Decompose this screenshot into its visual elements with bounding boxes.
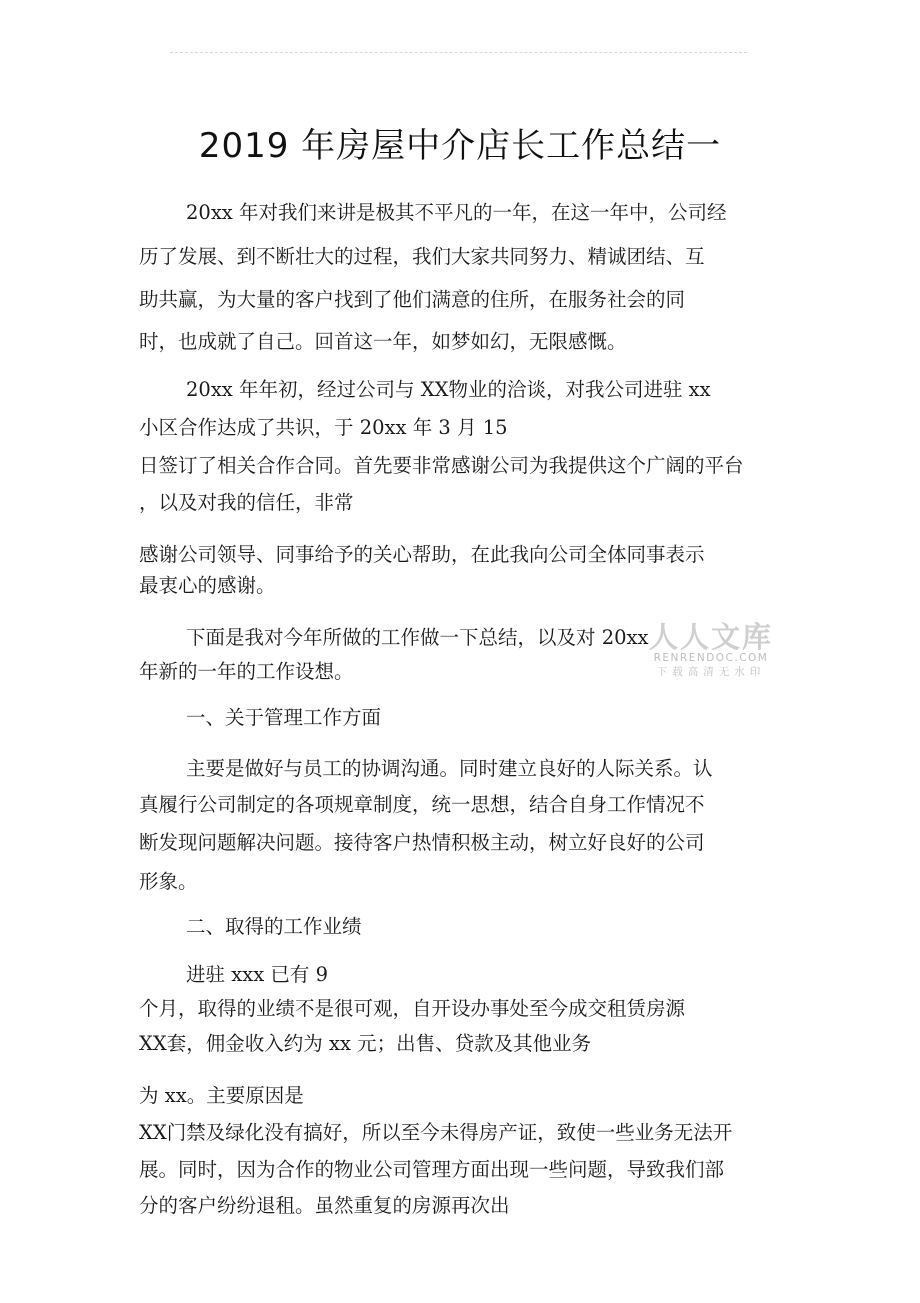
text-line: 分的客户纷纷退租。虽然重复的房源再次出 — [139, 1194, 510, 1217]
text-line: 真履行公司制定的各项规章制度，统一思想，结合自身工作情况不 — [139, 793, 705, 816]
text-line: 主要是做好与员工的协调沟通。同时建立良好的人际关系。认 — [186, 757, 713, 780]
document-title: 2019 年房屋中介店长工作总结一 — [198, 126, 722, 166]
text-line: XX门禁及绿化没有搞好，所以至今未得房产证，致使一些业务无法开 — [139, 1121, 733, 1144]
text-line: 助共赢，为大量的客户找到了他们满意的住所，在服务社会的同 — [139, 288, 686, 311]
text-line: 进驻 xxx 已有 9 — [186, 963, 328, 986]
text-line: 展。同时，因为合作的物业公司管理方面出现一些问题，导致我们部 — [139, 1158, 725, 1181]
section-heading: 一、关于管理工作方面 — [186, 706, 382, 729]
text-line: 历了发展、到不断壮大的过程，我们大家共同努力、精诚团结、互 — [139, 245, 705, 268]
text-line: 年新的一年的工作设想。 — [139, 660, 354, 683]
text-line: 时，也成就了自己。回首这一年，如梦如幻，无限感慨。 — [139, 330, 627, 353]
text-line: 感谢公司领导、同事给予的关心帮助，在此我向公司全体同事表示 — [139, 543, 705, 566]
watermark-url: RENRENDOC.COM — [653, 652, 769, 664]
text-line: ，以及对我的信任，非常 — [139, 491, 354, 514]
watermark-brand: 人人文库 — [648, 620, 773, 654]
section-heading: 二、取得的工作业绩 — [186, 915, 362, 938]
text-line: XX套，佣金收入约为 xx 元；出售、贷款及其他业务 — [139, 1032, 592, 1055]
watermark-tagline: 下载高清无水印 — [656, 666, 766, 678]
text-line: 小区合作达成了共识，于 20xx 年 3 月 15 — [139, 416, 508, 439]
text-line: 为 xx。主要原因是 — [139, 1084, 304, 1107]
text-line: 20xx 年对我们来讲是极其不平凡的一年，在这一年中，公司经 — [186, 201, 727, 224]
header-divider — [170, 52, 747, 53]
text-line: 最衷心的感谢。 — [139, 574, 276, 597]
text-line: 日签订了相关合作合同。首先要非常感谢公司为我提供这个广阔的平台 — [139, 454, 744, 477]
text-line: 下面是我对今年所做的工作做一下总结，以及对 20xx — [186, 626, 649, 649]
text-line: 个月，取得的业绩不是很可观，自开设办事处至今成交租赁房源 — [139, 997, 686, 1020]
text-line: 断发现问题解决问题。接待客户热情积极主动，树立好良好的公司 — [139, 831, 705, 854]
text-line: 形象。 — [139, 870, 198, 893]
text-line: 20xx 年年初，经过公司与 XX物业的洽谈，对我公司进驻 xx — [186, 378, 711, 401]
watermark-logo — [648, 622, 774, 679]
